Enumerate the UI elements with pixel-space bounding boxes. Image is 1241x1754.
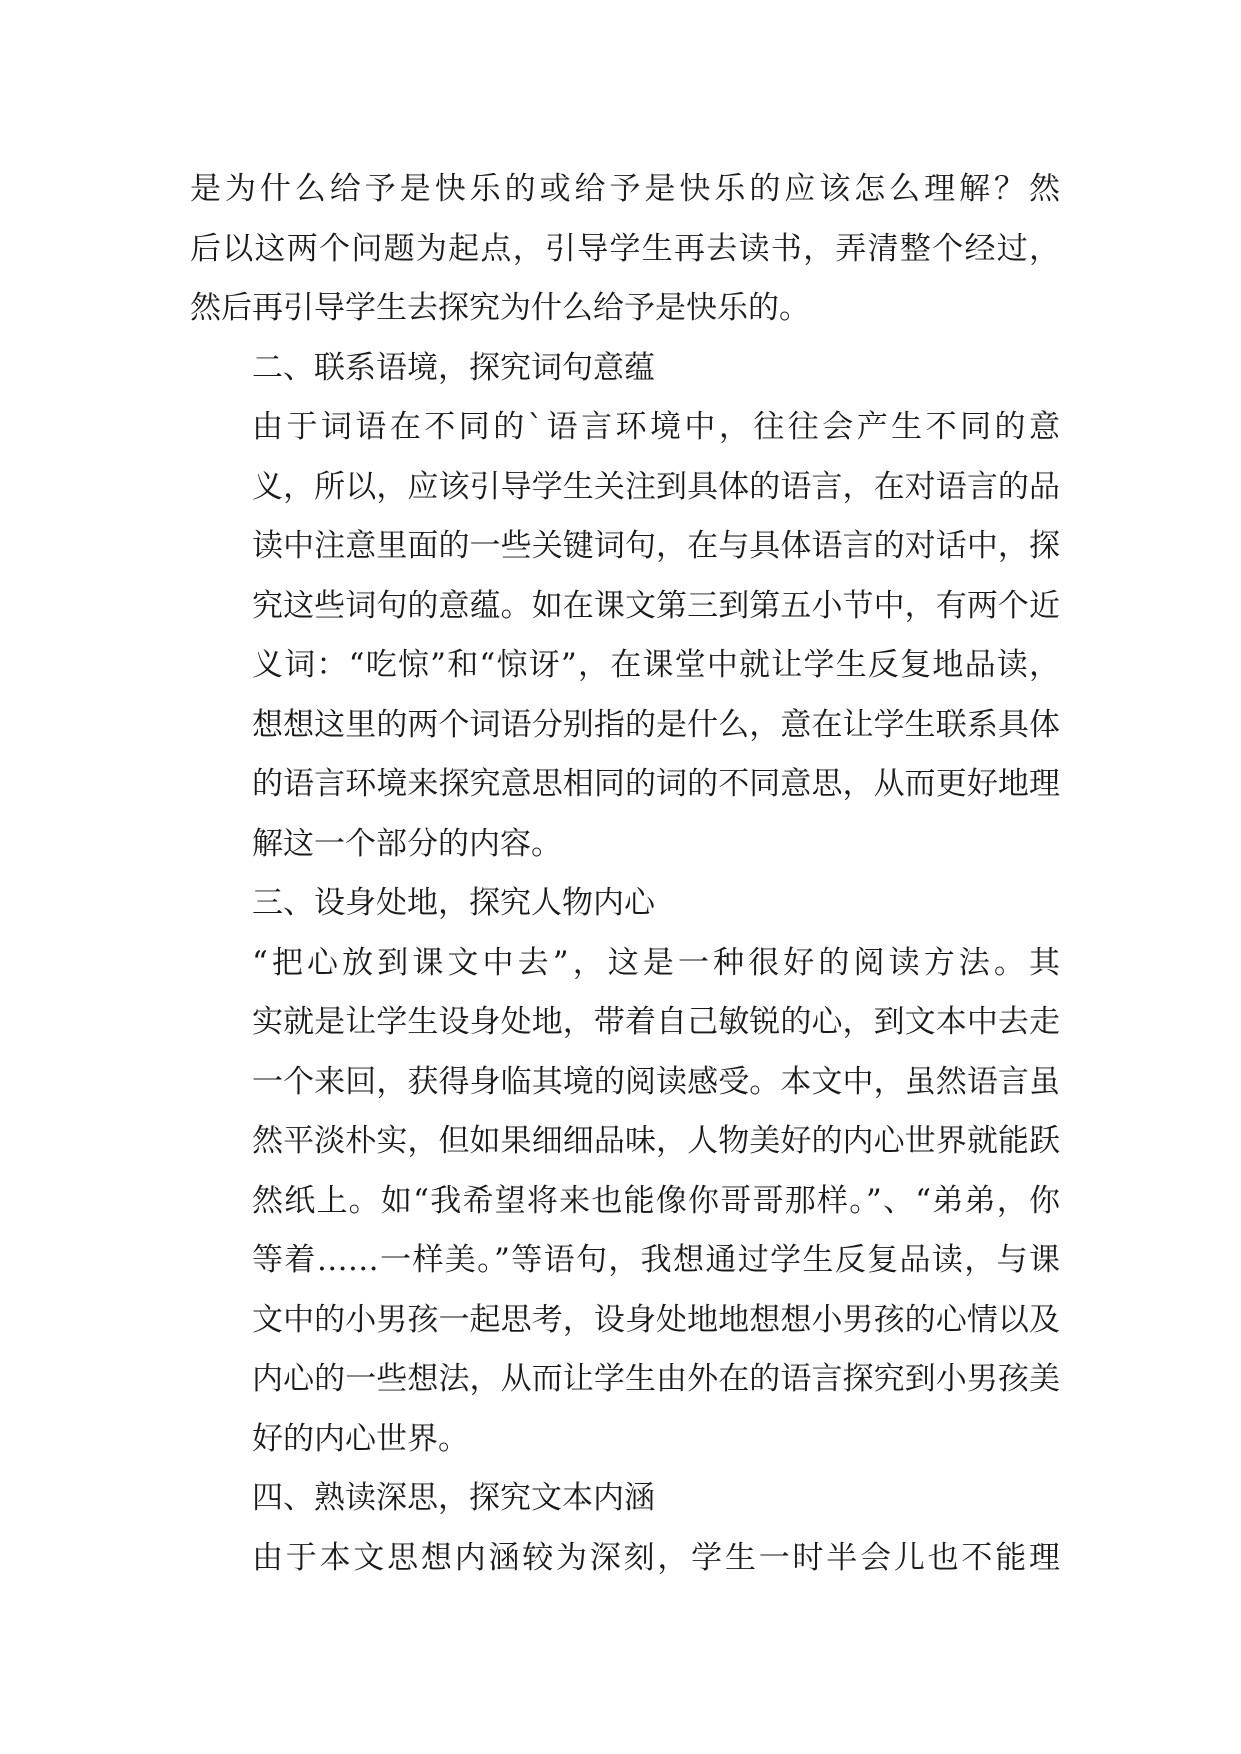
text-line: 由于本文思想内涵较为深刻，学生一时半会儿也不能理: [252, 1539, 1060, 1576]
text-line: 然纸上。如“我希望将来也能像你哥哥那样。”、“弟弟，你: [252, 1182, 1060, 1219]
text-line: 后以这两个问题为起点，引导学生再去读书，弄清整个经过，: [190, 230, 1060, 267]
document-page: [190, 160, 1060, 1588]
text-line: 的语言环境来探究意思相同的词的不同意思，从而更好地理: [252, 766, 1060, 802]
text-line: 义词：“吃惊”和“惊讶”，在课堂中就让学生反复地品读，: [252, 647, 1060, 683]
text-line: “把心放到课文中去”，这是一种很好的阅读方法。其: [252, 944, 1060, 981]
text-line: 好的内心世界。: [252, 1420, 469, 1457]
text-line: 然平淡朴实，但如果细细品味，人物美好的内心世界就能跃: [252, 1123, 1060, 1159]
text-line: 然后再引导学生去探究为什么给予是快乐的。: [190, 290, 810, 326]
paragraph: [190, 934, 1060, 1470]
text-line: 读中注意里面的一些关键词句，在与具体语言的对话中，探: [252, 528, 1060, 564]
section-heading: 四、熟读深思，探究文本内涵: [252, 1480, 655, 1516]
text-line: 是为什么给予是快乐的或给予是快乐的应该怎么理解？然: [190, 171, 1060, 207]
text-line: 解这一个部分的内容。: [252, 825, 562, 862]
text-line: 究这些词句的意蕴。如在课文第三到第五小节中，有两个近: [252, 587, 1060, 624]
section-heading: 二、联系语境，探究词句意蕴: [252, 349, 655, 386]
text-line: 内心的一些想法，从而让学生由外在的语言探究到小男孩美: [252, 1361, 1060, 1397]
text-line: 想想这里的两个词语分别指的是什么，意在让学生联系具体: [252, 706, 1060, 743]
text-line: 文中的小男孩一起思考，设身处地地想想小男孩的心情以及: [252, 1301, 1060, 1338]
text-line: 等着……一样美。”等语句，我想通过学生反复品读，与课: [252, 1242, 1060, 1278]
section-heading: 三、设身处地，探究人物内心: [252, 885, 655, 921]
paragraph: [190, 1529, 1060, 1589]
paragraph: [190, 160, 1060, 339]
text-line: 义，所以，应该引导学生关注到具体的语言，在对语言的品: [252, 468, 1060, 505]
paragraph: [190, 398, 1060, 874]
text-line: 一个来回，获得身临其境的阅读感受。本文中，虽然语言虽: [252, 1063, 1060, 1100]
text-line: 实就是让学生设身处地，带着自己敏锐的心，到文本中去走: [252, 1004, 1060, 1040]
text-line: 由于词语在不同的`语言环境中，往往会产生不同的意: [252, 409, 1060, 445]
